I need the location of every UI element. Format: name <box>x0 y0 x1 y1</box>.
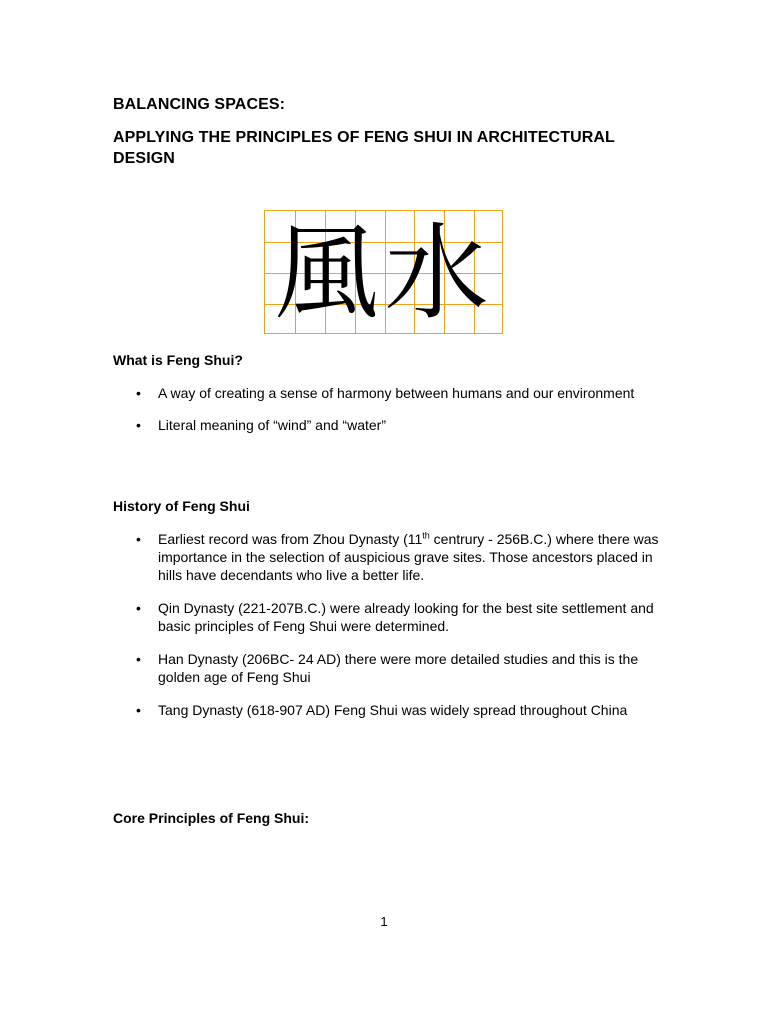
list-item: • A way of creating a sense of harmony between humans and our environment <box>136 385 635 401</box>
chinese-characters: 風水 <box>274 212 495 334</box>
bullet-icon: • <box>136 531 141 547</box>
list-item: • Qin Dynasty (221-207B.C.) were already looking for the best site settlement and basic principles of Feng Shui were determined. <box>136 600 654 634</box>
bullet-icon: • <box>136 702 141 718</box>
bullet-icon: • <box>136 417 141 433</box>
feng-shui-characters-figure <box>264 210 503 334</box>
document-title-line-2: APPLYING THE PRINCIPLES OF FENG SHUI IN ARCHITECTURAL DESIGN <box>113 129 615 167</box>
bullet-icon: • <box>136 600 141 616</box>
history-bullet-list <box>113 530 673 734</box>
bullet-icon: • <box>136 651 141 667</box>
section-heading-core: Core Principles of Feng Shui: <box>113 810 310 826</box>
list-item: • Han Dynasty (206BC- 24 AD) there were more detailed studies and this is the golden age of Feng Shui <box>136 651 639 685</box>
list-item: • Earliest record was from Zhou Dynasty (11th centrury - 256B.C.) where there was importance in the selection of auspicious grave sites. Those ancestors placed in hills have decendants who live a better life. <box>136 530 659 583</box>
list-item: • Literal meaning of “wind” and “water” <box>136 417 386 433</box>
section-heading-history: History of Feng Shui <box>113 498 250 514</box>
what-bullet-list <box>113 384 673 448</box>
section-heading-what: What is Feng Shui? <box>113 352 243 368</box>
list-item: • Tang Dynasty (618-907 AD) Feng Shui was widely spread throughout China <box>136 702 628 718</box>
page-number: 1 <box>380 914 388 929</box>
document-title-line-1: BALANCING SPACES: <box>113 96 286 113</box>
bullet-icon: • <box>136 385 141 401</box>
